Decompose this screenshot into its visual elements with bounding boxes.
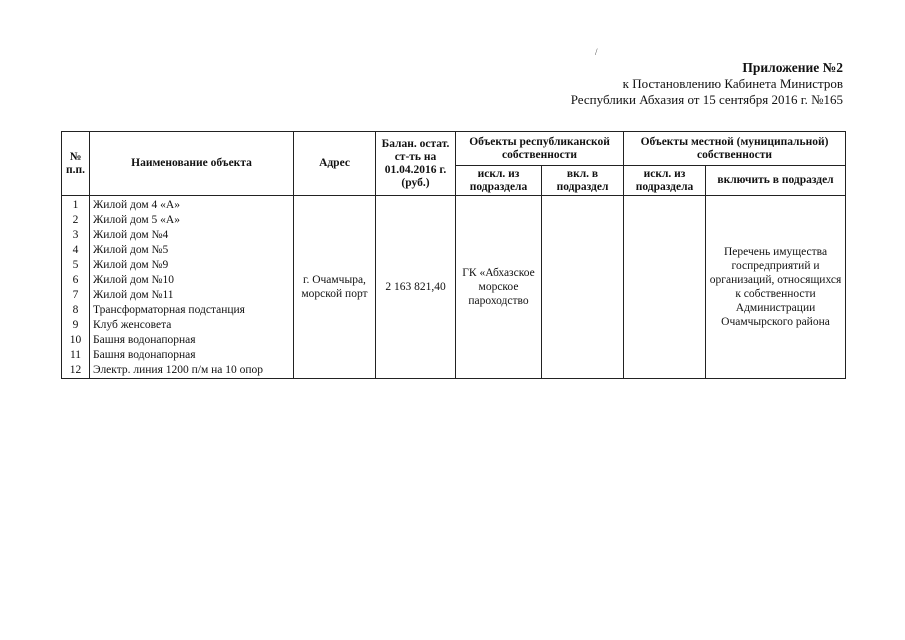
object-name: Электр. линия 1200 п/м на 10 опор	[93, 364, 264, 376]
object-name: Жилой дом №10	[93, 274, 174, 286]
object-name: Клуб женсовета	[93, 319, 172, 331]
objects-table	[61, 131, 846, 379]
row-num: 9	[72, 319, 79, 331]
row-num: 5	[72, 259, 79, 271]
object-name: Жилой дом №11	[93, 289, 174, 301]
table-row	[62, 196, 846, 379]
object-name: Жилой дом №9	[93, 259, 169, 271]
row-num: 11	[69, 349, 82, 361]
object-name: Жилой дом 5 «А»	[93, 214, 180, 226]
col-group-local: Объекты местной (муниципальной) собственности	[624, 132, 846, 166]
row-num: 12	[69, 364, 82, 376]
object-name: Трансформаторная подстанция	[93, 304, 245, 316]
col-header-republic-incl: вкл. в подраздел	[542, 166, 624, 196]
row-num: 8	[72, 304, 79, 316]
row-num: 1	[72, 199, 79, 211]
col-header-address: Адрес	[294, 132, 376, 196]
scan-mark: /	[595, 47, 598, 57]
local-excl-cell	[624, 196, 706, 379]
row-num: 10	[69, 334, 82, 346]
republic-excl-cell: ГК «Абхазское морское пароходство	[456, 196, 542, 379]
address-cell: г. Очамчыра, морской порт	[294, 196, 376, 379]
row-num: 6	[72, 274, 79, 286]
document-header	[571, 60, 843, 108]
row-num: 7	[72, 289, 79, 301]
col-header-balance: Балан. остат. ст-ть на 01.04.2016 г. (руб.)	[376, 132, 456, 196]
row-num: 4	[72, 244, 79, 256]
republic-incl-cell	[542, 196, 624, 379]
row-numbers	[62, 196, 90, 379]
object-name: Башня водонапорная	[93, 349, 196, 361]
local-incl-cell: Перечень имущества госпредприятий и организаций, относящихся к собственности Администрации Очамчырского района	[706, 196, 846, 379]
balance-cell: 2 163 821,40	[376, 196, 456, 379]
header-row-1	[62, 132, 846, 166]
col-group-republic: Объекты республиканской собственности	[456, 132, 624, 166]
col-header-local-incl: включить в подраздел	[706, 166, 846, 196]
object-name: Жилой дом №4	[93, 229, 169, 241]
row-num: 2	[72, 214, 79, 226]
header-line-2: к Постановлению Кабинета Министров	[622, 76, 843, 91]
object-name: Жилой дом №5	[93, 244, 169, 256]
object-names	[90, 196, 294, 379]
col-header-local-excl: искл. из подраздела	[624, 166, 706, 196]
object-name: Жилой дом 4 «А»	[93, 199, 180, 211]
header-line-3: Республики Абхазия от 15 сентября 2016 г. №165	[570, 92, 843, 107]
appendix-title: Приложение №2	[742, 60, 843, 75]
row-num: 3	[72, 229, 79, 241]
object-name: Башня водонапорная	[93, 334, 196, 346]
col-header-name: Наименование объекта	[90, 132, 294, 196]
col-header-republic-excl: искл. из подраздела	[456, 166, 542, 196]
col-header-num: № п.п.	[62, 132, 90, 196]
